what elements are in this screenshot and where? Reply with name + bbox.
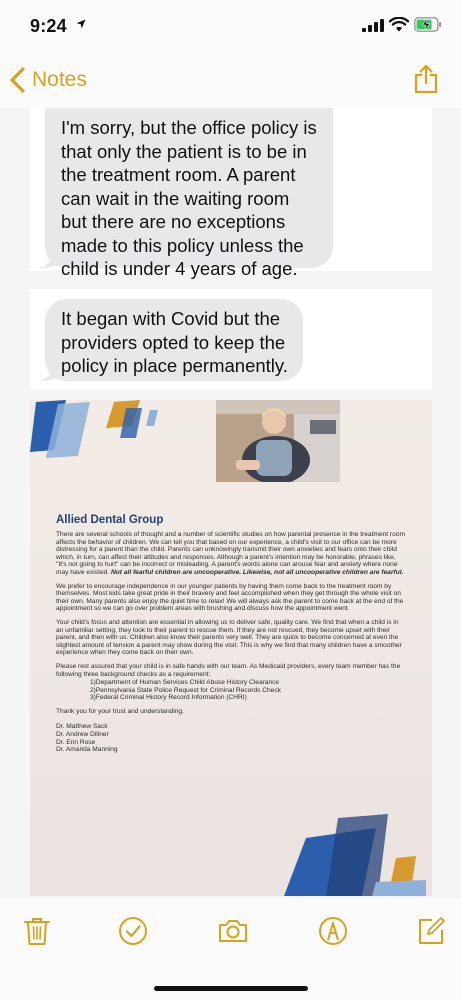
list-item: 1)Department of Human Services Child Abuse History Clearance — [90, 679, 280, 687]
share-icon[interactable] — [413, 64, 439, 94]
document-photo — [30, 400, 432, 896]
message-text: I'm sorry, but the office policy is that only the patient is to be in the treatment room. A parent can wait in the waiting room but there are no exceptions made to this policy unless the child is under 4 years of age. — [61, 117, 317, 279]
camera-icon[interactable] — [218, 916, 248, 946]
document-paragraph: Your child's focus and attention are essential in allowing us to deliver safe, quality care. We find that when a child is in an unfamiliar setting, they look to their parent to rescue them. If they are not rescued, they become upset with their parent, and then with us. Children also know their parents very well. They are quick to become concerned at even the slightest amount of tension a parent may show during the visit. This is why we find that many children have a smoother experience when they come back on their own. — [56, 618, 402, 657]
checklist-icon[interactable] — [118, 916, 148, 946]
background-checks-list — [90, 679, 406, 702]
document-emphasis: Not all fearful children are uncooperative. Likewise, not all uncooperative children are fearful. — [111, 568, 404, 576]
location-arrow-icon — [76, 19, 86, 29]
doctor-name: Dr. Amanda Manning — [56, 746, 118, 754]
doctor-name: Dr. Andrew Dillner — [56, 731, 109, 739]
decorative-shapes-bottom — [276, 798, 432, 896]
status-time: 9:24 — [30, 16, 67, 36]
doctor-name: Dr. Matthew Sack — [56, 723, 108, 731]
child-dental-chair-photo — [216, 400, 340, 482]
document-title: Allied Dental Group — [56, 514, 164, 526]
bubble-tail — [39, 363, 57, 381]
cellular-signal-icon — [362, 19, 384, 32]
document-body — [56, 531, 406, 754]
note-content[interactable] — [0, 108, 461, 898]
doctor-name: Dr. Erin Rose — [56, 738, 96, 746]
bubble-tail — [39, 250, 57, 268]
doctor-list — [56, 723, 406, 753]
list-item: 3)Federal Criminal History Record Information (CHRI) — [90, 694, 247, 702]
document-thanks: Thank you for your trust and understanding. — [56, 707, 184, 715]
message-bubble — [45, 108, 333, 279]
trash-icon[interactable] — [22, 916, 52, 946]
home-indicator[interactable] — [154, 986, 308, 991]
list-item: 2)Pennsylvania State Police Request for Criminal Records Check — [90, 686, 281, 694]
markup-pen-icon[interactable] — [318, 916, 348, 946]
status-bar — [0, 0, 461, 48]
compose-icon[interactable] — [416, 916, 446, 946]
decorative-shapes-top — [30, 400, 180, 480]
document-paragraph: We prefer to encourage independence in our younger patients by having them come back to the treatment room by themselves. Most kids take great pride in their bravery and feel accomplished when they get through the whole visit on their own. Many parents also enjoy the quiet time to relax! We will always ask the parent to come back at the end of the appointment so we can go over problem areas with brushing and discuss how the appointment went. — [56, 582, 404, 613]
chevron-left-icon — [8, 67, 28, 93]
navigation-bar — [0, 48, 461, 108]
battery-charging-icon — [414, 17, 442, 32]
back-label: Notes — [32, 68, 87, 91]
document-checks-intro: Please rest assured that your child is in safe hands with our team. As Medicaid providers, every team member has the following three background checks as a requirement: — [56, 662, 401, 678]
document-paragraph: There are several schools of thought and a number of scientific studies on how parental presence in the treatment room affects the behavior of children. We can tell you that based on our experience, a child's visit to our office can be more distressing for a parent than the child. Parents can unknowingly transmit their own anxieties and fears onto their child which, in turn, can affect their attitudes and responses. Although a parent's intention may be honorable, phrases like, "It's not going to hurt" can be incorrect or misleading. A parent's words alone can arouse fear and anxiety where none may have existed. Not all fearful children are uncooperative. Likewise, not all uncooperative children are fearful. — [56, 531, 405, 576]
back-to-notes-button[interactable] — [8, 66, 87, 94]
message-bubble — [45, 299, 303, 381]
message-text: It began with Covid but the providers opted to keep the policy in place permanently. — [61, 308, 288, 376]
wifi-icon — [389, 17, 409, 32]
bottom-toolbar — [0, 898, 461, 1000]
